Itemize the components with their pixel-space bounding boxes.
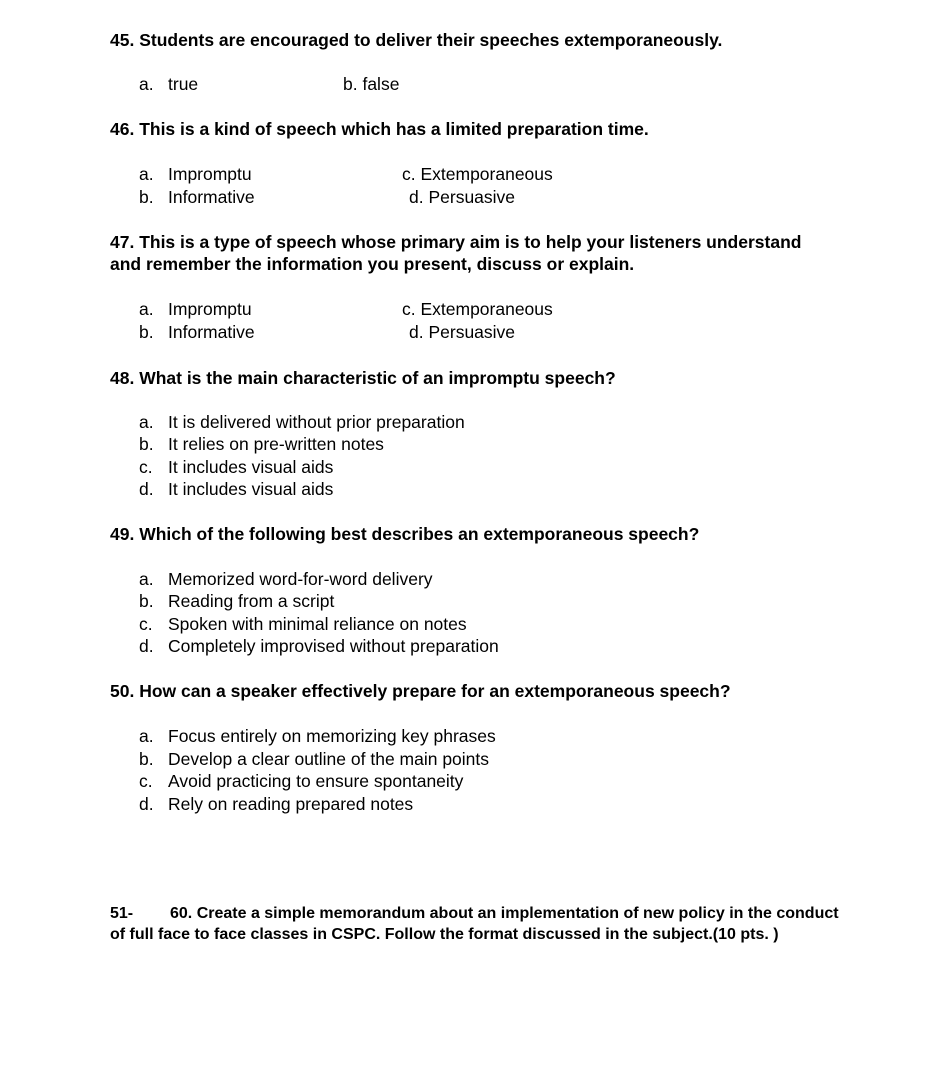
option-letter: d. (139, 479, 154, 499)
option-text: Completely improvised without preparation (168, 636, 499, 656)
q47-option-b[interactable] (139, 321, 255, 343)
q50-option-a[interactable] (139, 725, 496, 747)
option-text: Impromptu (168, 164, 252, 184)
option-letter: a. (139, 164, 154, 184)
q47-option-d[interactable]: d. Persuasive (409, 322, 516, 342)
option-letter: c. (139, 457, 153, 477)
option-text: Develop a clear outline of the main points (168, 749, 490, 769)
option-letter: d. (139, 636, 154, 656)
q49-option-c[interactable] (139, 613, 467, 635)
question-50: 50. How can a speaker effectively prepare for an extemporaneous speech? (110, 681, 731, 701)
option-letter: a. (139, 299, 154, 319)
q46-option-d[interactable]: d. Persuasive (409, 187, 516, 207)
option-letter: b. (139, 322, 154, 342)
option-text: Impromptu (168, 299, 252, 319)
option-text: It includes visual aids (168, 457, 334, 477)
q48-option-b[interactable] (139, 433, 384, 455)
q50-option-d[interactable] (139, 793, 413, 815)
q48-option-c[interactable] (139, 456, 333, 478)
option-text: Spoken with minimal reliance on notes (168, 614, 467, 634)
option-text: It is delivered without prior preparation (168, 412, 465, 432)
q49-option-b[interactable] (139, 590, 334, 612)
question-46: 46. This is a kind of speech which has a limited preparation time. (110, 119, 649, 139)
option-text: Informative (168, 322, 255, 342)
q47-option-a[interactable] (139, 298, 252, 320)
task-51-60 (110, 903, 855, 945)
question-48: 48. What is the main characteristic of an impromptu speech? (110, 368, 616, 388)
q45-option-b[interactable]: b. false (343, 74, 400, 94)
option-letter: b. (139, 749, 154, 769)
q49-option-d[interactable] (139, 635, 499, 657)
option-text: Reading from a script (168, 591, 335, 611)
q46-option-a[interactable] (139, 163, 252, 185)
q45-option-a[interactable] (139, 73, 198, 95)
option-text: Memorized word-for-word delivery (168, 569, 433, 589)
option-text: Rely on reading prepared notes (168, 794, 414, 814)
question-49: 49. Which of the following best describes an extemporaneous speech? (110, 524, 700, 544)
q47-option-c[interactable]: c. Extemporaneous (402, 299, 553, 319)
option-text: true (168, 74, 199, 94)
q46-option-c[interactable]: c. Extemporaneous (402, 164, 553, 184)
q49-option-a[interactable] (139, 568, 433, 590)
option-letter: a. (139, 74, 154, 94)
option-text: Avoid practicing to ensure spontaneity (168, 771, 464, 791)
option-text: Informative (168, 187, 255, 207)
q50-option-b[interactable] (139, 748, 489, 770)
option-letter: b. (139, 187, 154, 207)
option-letter: d. (139, 794, 154, 814)
option-letter: a. (139, 726, 154, 746)
option-letter: b. (139, 591, 154, 611)
q48-option-d[interactable] (139, 478, 333, 500)
question-45: 45. Students are encouraged to deliver their speeches extemporaneously. (110, 30, 723, 50)
task-text: 60. Create a simple memorandum about an implementation of new policy in the conduct of full face to face classes in CSPC. Follow the format discussed in the subject.(10 pts. ) (110, 905, 839, 943)
option-text: Focus entirely on memorizing key phrases (168, 726, 496, 746)
option-text: It relies on pre-written notes (168, 434, 384, 454)
task-number: 51- (110, 905, 134, 922)
option-letter: b. (139, 434, 154, 454)
option-letter: c. (139, 614, 153, 634)
option-letter: c. (139, 771, 153, 791)
q48-option-a[interactable] (139, 411, 465, 433)
option-text: It includes visual aids (168, 479, 334, 499)
q46-option-b[interactable] (139, 186, 255, 208)
question-47: 47. This is a type of speech whose primary aim is to help your listeners understand and remember the information you present, discuss or explain. (110, 232, 802, 274)
option-letter: a. (139, 569, 154, 589)
option-letter: a. (139, 412, 154, 432)
q50-option-c[interactable] (139, 770, 463, 792)
